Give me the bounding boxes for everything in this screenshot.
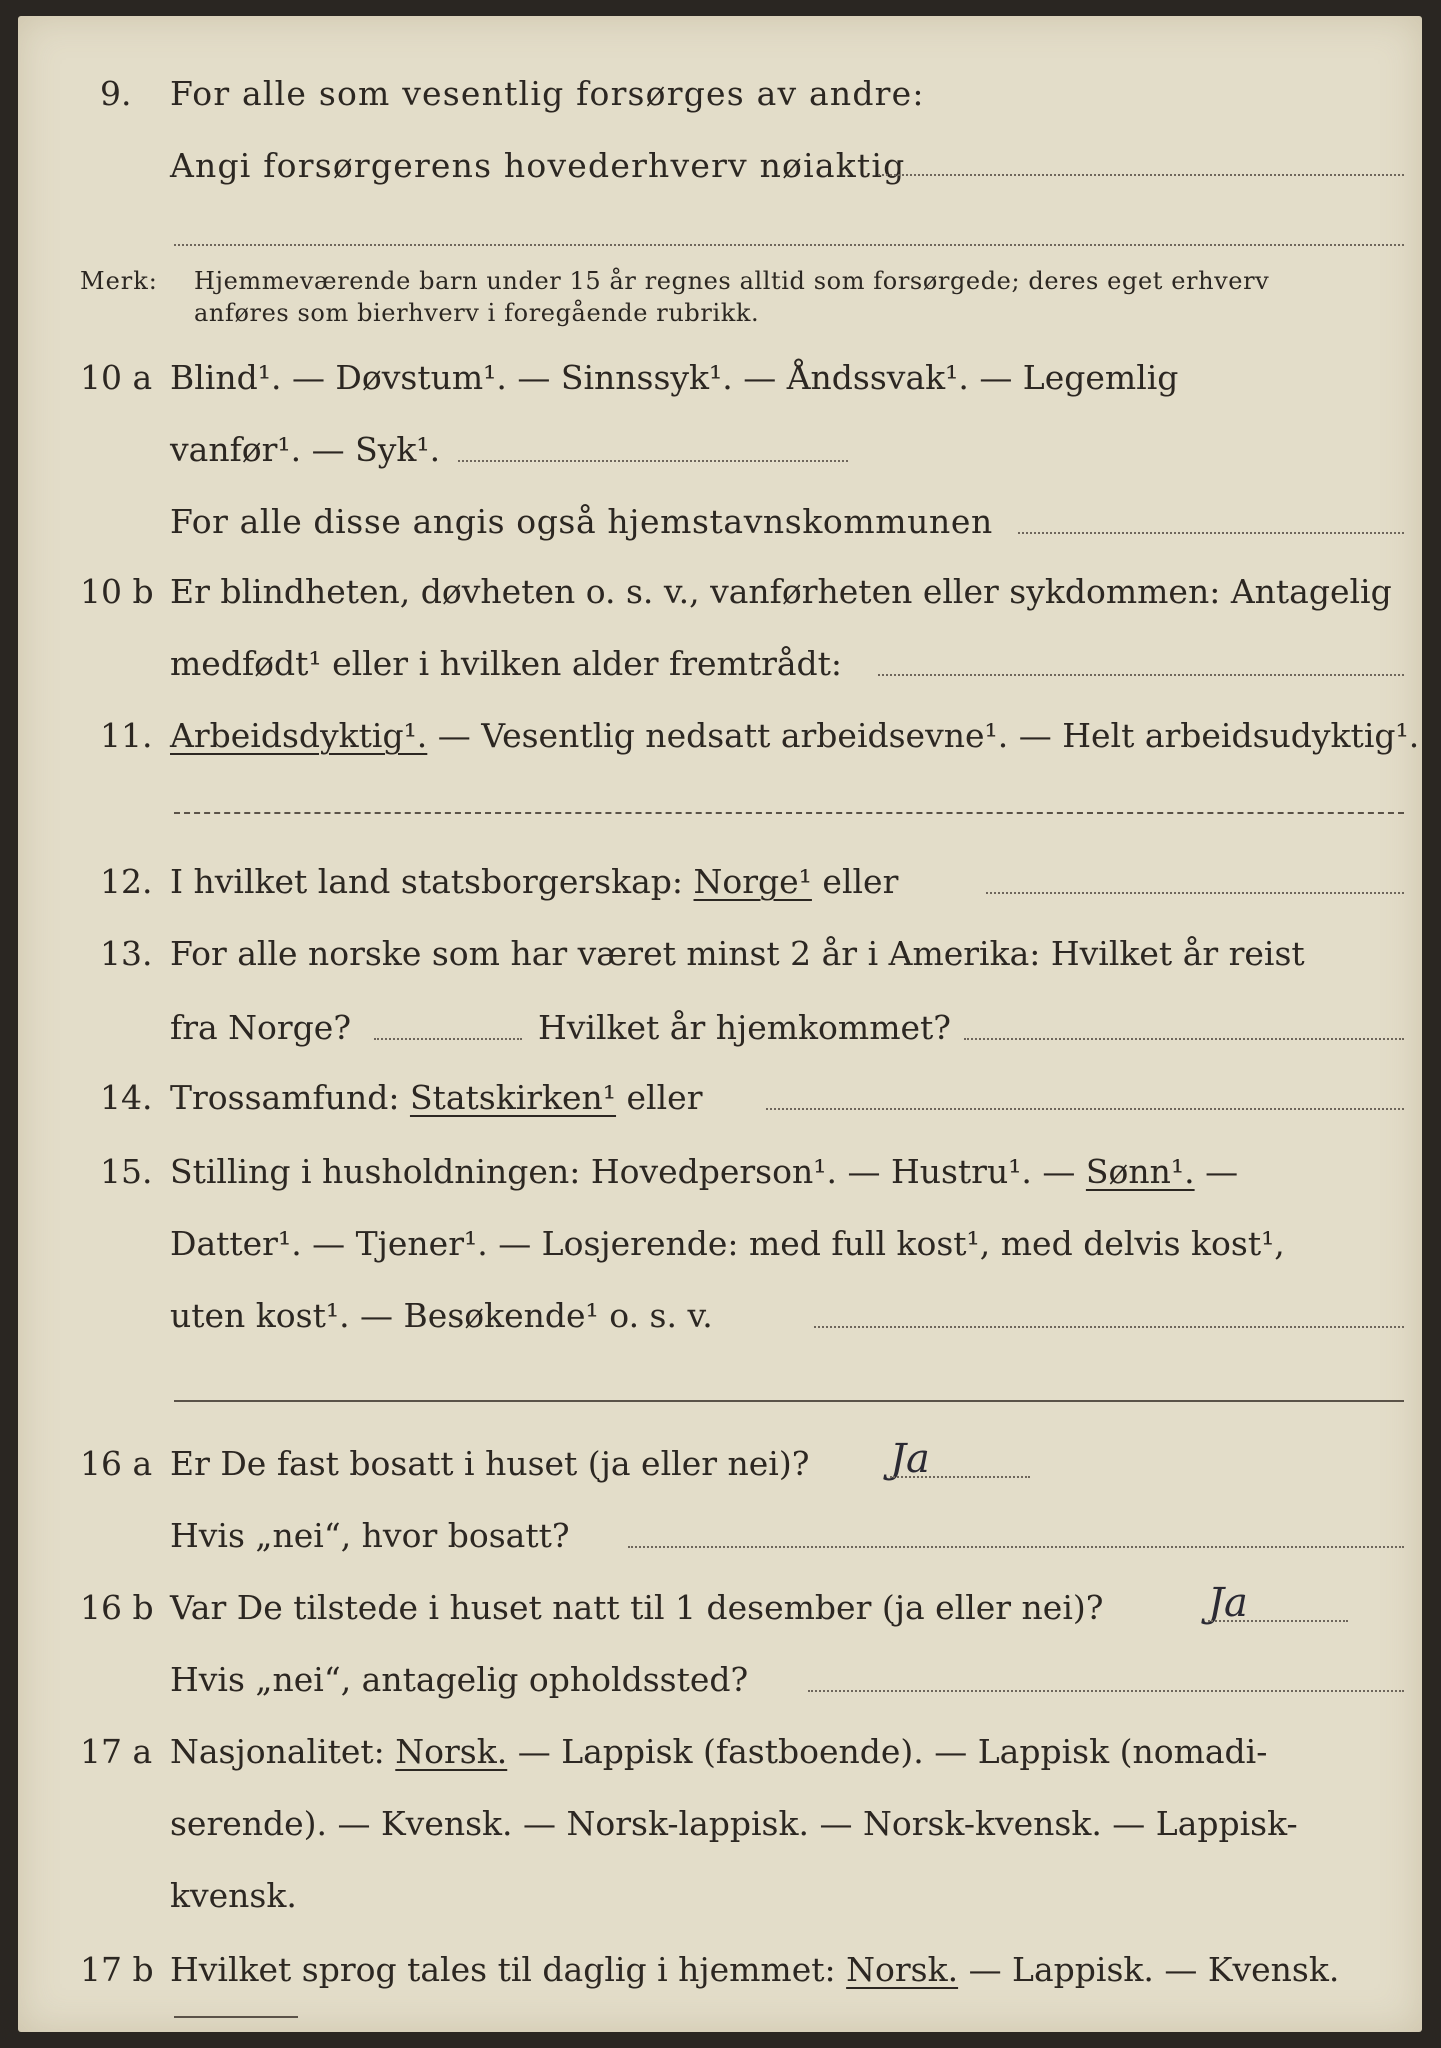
q16a-answer-line[interactable] [890,1476,1030,1478]
q17b-number: 17 b [80,1950,154,1989]
q16b-line1: Var De tilstede i huset natt til 1 desember (ja eller nei)? [170,1588,1104,1627]
bottom-rule [174,2016,298,2018]
merk-line2: anføres som bierhverv i foregående rubrikk. [194,299,760,327]
q17a-line1rest: — Lappisk (fastboende). — Lappisk (nomadi- [507,1732,1268,1771]
q16b-answer-line[interactable] [1208,1620,1348,1622]
q17a-line3: kvensk. [170,1876,297,1915]
q14-number: 14. [100,1078,153,1117]
merk-label: Merk: [80,267,158,295]
q9-answer-line[interactable] [878,174,1404,176]
q15-answer-line[interactable] [814,1326,1404,1328]
q15-number: 15. [100,1152,153,1191]
q12-number: 12. [100,862,153,901]
q17a-line2: serende). — Kvensk. — Norsk-lappisk. — Norsk-kvensk. — Lappisk- [170,1804,1298,1843]
census-form-page [18,16,1422,2032]
q9-answer-line-2[interactable] [174,244,1404,246]
q10a-line1: Blind¹. — Døvstum¹. — Sinnssyk¹. — Åndssvak¹. — Legemlig [170,358,1179,397]
q15-line1b: — [1194,1152,1239,1191]
q13-line2b: Hvilket år hjemkommet? [538,1008,951,1047]
q16a-number: 16 a [80,1444,153,1483]
q12-post: eller [811,862,899,901]
q11-rest: — Vesentlig nedsatt arbeidsevne¹. — Helt arbeidsudyktig¹. [427,716,1420,755]
q17b-opt-norsk[interactable]: Norsk. [846,1950,959,1989]
q12-answer-line[interactable] [986,892,1404,894]
q14-line [170,1078,702,1118]
q16a-line2: Hvis „nei“, hvor bosatt? [170,1516,570,1555]
q11-line [170,716,1419,756]
merk-line1: Hjemmeværende barn under 15 år regnes alltid som forsørgede; deres eget erhverv [194,267,1270,295]
q14-opt-statskirken[interactable]: Statskirken¹ [409,1078,617,1117]
q10a-line3: For alle disse angis også hjemstavnskommunen [170,502,993,541]
q16a-line1: Er De fast bosatt i huset (ja eller nei)? [170,1444,810,1483]
q11-number: 11. [100,716,153,755]
q10b-number: 10 b [80,572,154,611]
q11-answer-line[interactable] [174,812,1404,814]
q16b-opholdssted-line[interactable] [808,1690,1404,1692]
q15-opt-sonn[interactable]: Sønn¹. [1085,1152,1195,1191]
q16a-bosatt-line[interactable] [628,1546,1404,1548]
q15-line2: Datter¹. — Tjener¹. — Losjerende: med full kost¹, med delvis kost¹, [170,1224,1285,1263]
q10a-line2: vanfør¹. — Syk¹. [170,430,441,469]
q16b-number: 16 b [80,1588,154,1627]
q10b-line1: Er blindheten, døvheten o. s. v., vanførheten eller sykdommen: Antagelig [170,572,1392,611]
q12-line [170,862,898,902]
q11-opt-arbeidsdyktig[interactable]: Arbeidsdyktig¹. [170,716,428,755]
q16b-line2: Hvis „nei“, antagelig opholdssted? [170,1660,749,1699]
q15-answer-line-2[interactable] [174,1400,1404,1402]
q17b-pre: Hvilket sprog tales til daglig i hjemmet: [170,1950,847,1989]
q13-number: 13. [100,934,153,973]
q13-line1: For alle norske som har været minst 2 år i Amerika: Hvilket år reist [170,934,1305,973]
q13-hjemkommet-line[interactable] [964,1038,1404,1040]
q10b-line2: medfødt¹ eller i hvilken alder fremtrådt: [170,644,843,683]
q14-post: eller [616,1078,703,1117]
q16b-handwritten-answer[interactable]: Ja [1208,1580,1248,1626]
q13-line2a: fra Norge? [170,1008,352,1047]
q17b-post: — Lappisk. — Kvensk. [958,1950,1340,1989]
q17a-pre: Nasjonalitet: [170,1732,396,1771]
q16a-handwritten-answer[interactable]: Ja [890,1436,930,1482]
q9-number: 9. [100,74,132,113]
q13-reist-line[interactable] [374,1038,522,1040]
q9-line1: For alle som vesentlig forsørges av andre: [170,74,925,113]
q17a-line1 [170,1732,1267,1772]
q15-line1a: Stilling i husholdningen: Hovedperson¹. — Hustru¹. — [170,1152,1086,1191]
q14-answer-line[interactable] [766,1108,1404,1110]
q15-line3: uten kost¹. — Besøkende¹ o. s. v. [170,1296,713,1335]
q14-pre: Trossamfund: [170,1078,410,1117]
q10a-number: 10 a [80,358,153,397]
q9-line2: Angi forsørgerens hovederhverv nøiaktig [170,146,906,185]
q15-line1 [170,1152,1238,1192]
q10a-hjemstavn-line[interactable] [1018,532,1404,534]
q17a-number: 17 a [80,1732,153,1771]
q10a-answer-line[interactable] [458,460,848,462]
q17b-line [170,1950,1339,1990]
q12-opt-norge[interactable]: Norge¹ [693,862,812,901]
q17a-opt-norsk[interactable]: Norsk. [395,1732,508,1771]
q12-pre: I hvilket land statsborgerskap: [170,862,694,901]
q10b-answer-line[interactable] [878,674,1404,676]
